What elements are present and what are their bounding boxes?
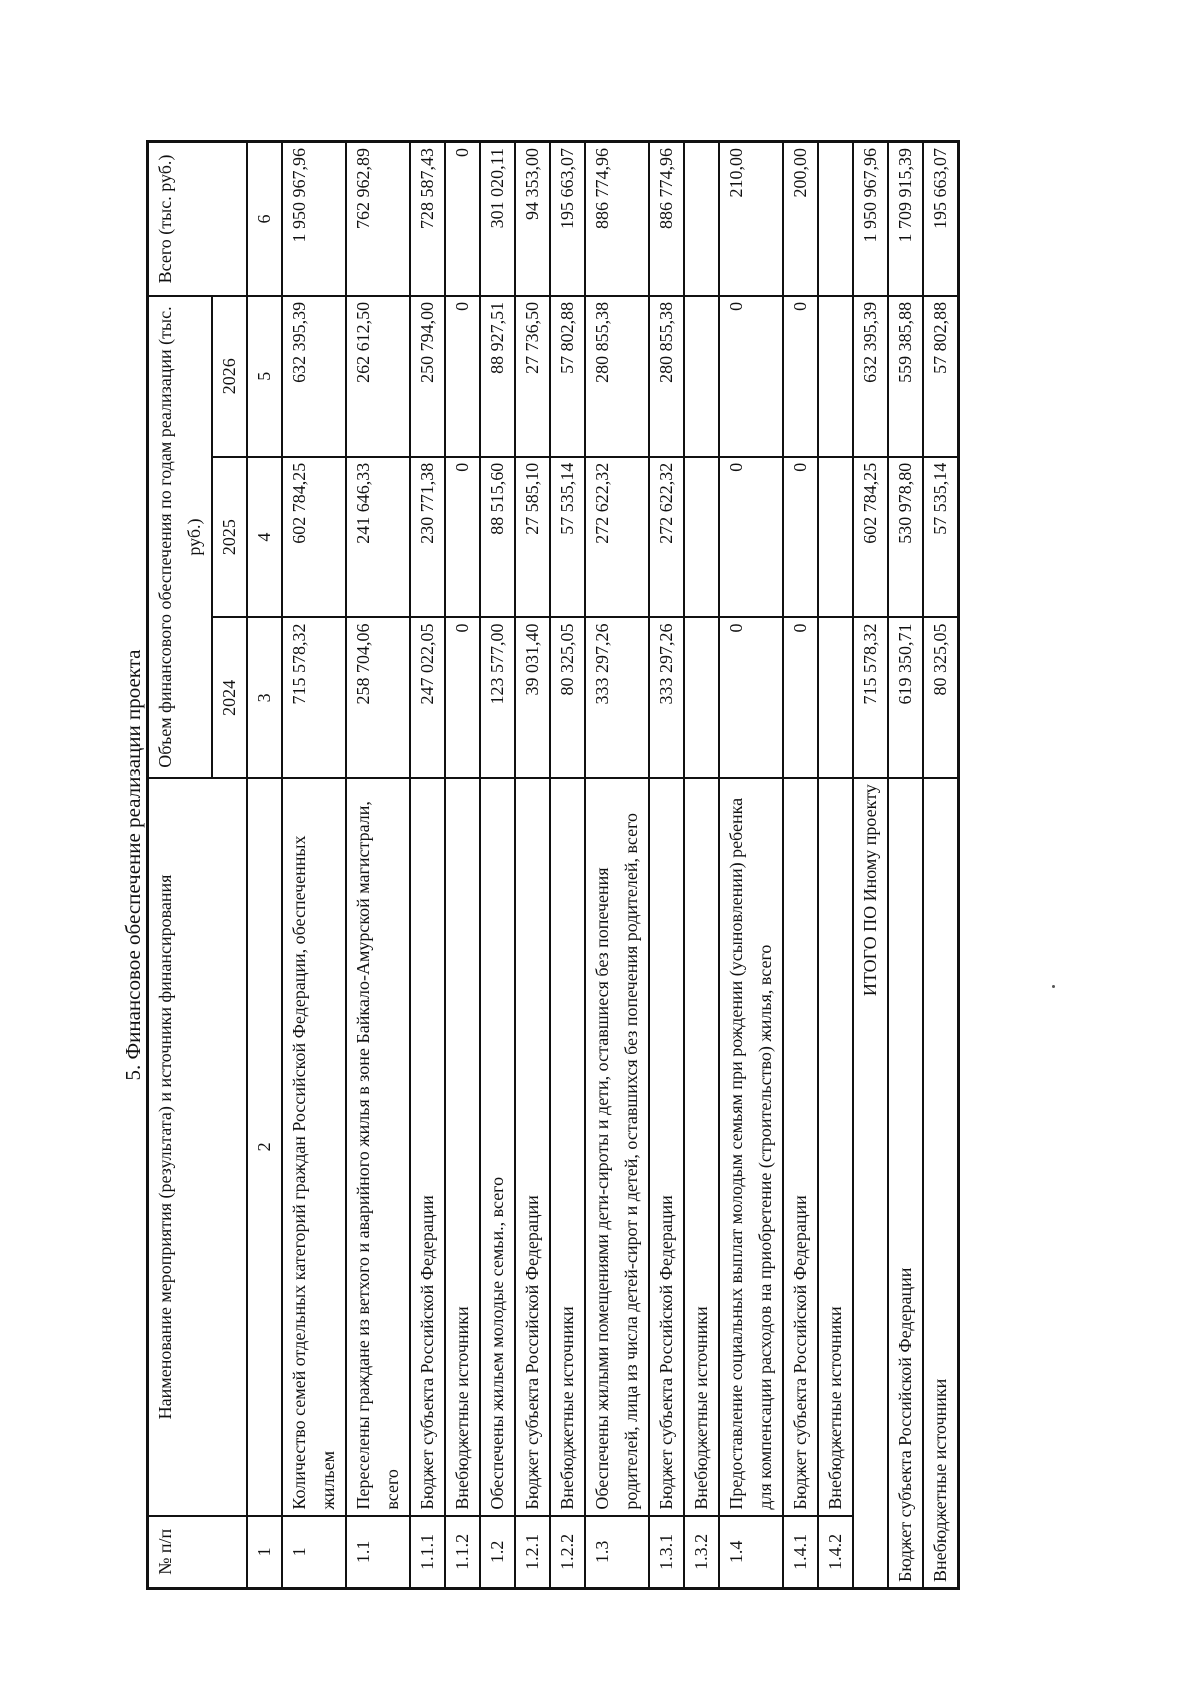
row-num: 1.2.1 [515, 1516, 550, 1589]
row-total: 301 020,11 [480, 142, 515, 296]
table-row [649, 142, 684, 1589]
row-value-2024: 715 578,32 [282, 617, 346, 778]
row-value-2024: 258 704,06 [346, 617, 410, 778]
row-value-2025: 57 535,14 [550, 457, 585, 618]
row-num: 1 [282, 1516, 346, 1589]
totals-offbudget-2026: 57 802,88 [923, 296, 959, 457]
totals-offbudget-2024: 80 325,05 [923, 617, 959, 778]
row-total: 0 [445, 142, 480, 296]
totals-value-2026: 632 395,39 [853, 296, 888, 457]
row-value-2025: 0 [445, 457, 480, 618]
column-number: 3 [247, 617, 282, 778]
row-value-2025 [818, 457, 853, 618]
row-value-2026: 280 855,38 [649, 296, 684, 457]
row-value-2025: 88 515,60 [480, 457, 515, 618]
row-num: 1.3.2 [684, 1516, 719, 1589]
row-value-2025 [684, 457, 719, 618]
row-name: Предоставление социальных выплат молодым семьям при рождении (усыновлении) ребенка для компенсации расходов на приобретение (строительство) жилья, всего [719, 778, 783, 1515]
row-num: 1.4.2 [818, 1516, 853, 1589]
row-value-2025: 241 646,33 [346, 457, 410, 618]
column-number: 6 [247, 142, 282, 296]
row-value-2024: 0 [783, 617, 818, 778]
row-num: 1.1.1 [410, 1516, 445, 1589]
row-total: 200,00 [783, 142, 818, 296]
row-name: Бюджет субъекта Российской Федерации [783, 778, 818, 1515]
row-total [818, 142, 853, 296]
row-num: 1.2 [480, 1516, 515, 1589]
header-name: Наименование мероприятия (результата) и источники финансирования [148, 778, 248, 1515]
column-numbers-row [247, 142, 282, 1589]
section-heading: 5. Финансовое обеспечение реализации проекта [121, 649, 145, 1081]
row-value-2024: 39 031,40 [515, 617, 550, 778]
row-value-2025: 0 [783, 457, 818, 618]
row-name: Внебюджетные источники [684, 778, 719, 1515]
table-row [445, 142, 480, 1589]
totals-total: 1 950 967,96 [853, 142, 888, 296]
row-value-2026: 0 [719, 296, 783, 457]
column-number: 1 [247, 1516, 282, 1589]
row-total: 1 950 967,96 [282, 142, 346, 296]
row-value-2026: 632 395,39 [282, 296, 346, 457]
totals-offbudget-label: Внебюджетные источники [923, 778, 959, 1588]
row-name: Бюджет субъекта Российской Федерации [515, 778, 550, 1515]
row-value-2025: 27 585,10 [515, 457, 550, 618]
scan-speck [1052, 985, 1055, 988]
row-num: 1.3.1 [649, 1516, 684, 1589]
row-value-2026: 262 612,50 [346, 296, 410, 457]
header-volume: Объем финансового обеспечения по годам реализации (тыс. руб.) [148, 296, 213, 778]
row-num: 1.4 [719, 1516, 783, 1589]
table-row [684, 142, 719, 1589]
header-year: 2026 [212, 296, 247, 457]
row-num: 1.3 [585, 1516, 649, 1589]
totals-offbudget-total: 195 663,07 [923, 142, 959, 296]
row-total [684, 142, 719, 296]
row-num: 1.1.2 [445, 1516, 480, 1589]
header-year: 2025 [212, 457, 247, 618]
column-number: 5 [247, 296, 282, 457]
table-row [818, 142, 853, 1589]
row-value-2025: 602 784,25 [282, 457, 346, 618]
row-value-2024: 0 [719, 617, 783, 778]
row-name: Бюджет субъекта Российской Федерации [410, 778, 445, 1515]
row-name: Количество семей отдельных категорий граждан Российской Федерации, обеспеченных жильем [282, 778, 346, 1515]
row-value-2026: 0 [783, 296, 818, 457]
row-value-2025: 272 622,32 [649, 457, 684, 618]
header-num: № п/п [148, 1516, 248, 1589]
row-value-2024: 247 022,05 [410, 617, 445, 778]
totals-budget-total: 1 709 915,39 [888, 142, 923, 296]
row-name: Внебюджетные источники [818, 778, 853, 1515]
totals-row [853, 142, 888, 1589]
totals-value-2024: 715 578,32 [853, 617, 888, 778]
row-num: 1.1 [346, 1516, 410, 1589]
row-value-2026: 250 794,00 [410, 296, 445, 457]
table-row [550, 142, 585, 1589]
row-value-2024: 123 577,00 [480, 617, 515, 778]
column-number: 4 [247, 457, 282, 618]
table-row [515, 142, 550, 1589]
row-name: Обеспечены жильем молодые семьи., всего [480, 778, 515, 1515]
row-value-2026: 280 855,38 [585, 296, 649, 457]
totals-budget-row [888, 142, 923, 1589]
row-total: 886 774,96 [585, 142, 649, 296]
table-row [719, 142, 783, 1589]
totals-value-2025: 602 784,25 [853, 457, 888, 618]
row-total: 210,00 [719, 142, 783, 296]
row-value-2026 [818, 296, 853, 457]
row-name: Бюджет субъекта Российской Федерации [649, 778, 684, 1515]
row-num: 1.2.2 [550, 1516, 585, 1589]
totals-budget-2026: 559 385,88 [888, 296, 923, 457]
row-value-2024: 0 [445, 617, 480, 778]
row-value-2024: 80 325,05 [550, 617, 585, 778]
row-total: 195 663,07 [550, 142, 585, 296]
totals-offbudget-row [923, 142, 959, 1589]
row-total: 94 353,00 [515, 142, 550, 296]
row-value-2026: 27 736,50 [515, 296, 550, 457]
row-value-2025: 272 622,32 [585, 457, 649, 618]
row-value-2026: 0 [445, 296, 480, 457]
row-value-2025: 0 [719, 457, 783, 618]
totals-offbudget-2025: 57 535,14 [923, 457, 959, 618]
row-total: 886 774,96 [649, 142, 684, 296]
table-row [282, 142, 346, 1589]
table-row [480, 142, 515, 1589]
row-value-2025: 230 771,38 [410, 457, 445, 618]
row-total: 728 587,43 [410, 142, 445, 296]
row-value-2024 [684, 617, 719, 778]
row-value-2026: 57 802,88 [550, 296, 585, 457]
row-value-2024 [818, 617, 853, 778]
row-name: Внебюджетные источники [550, 778, 585, 1515]
totals-budget-label: Бюджет субъекта Российской Федерации [888, 778, 923, 1588]
column-number: 2 [247, 778, 282, 1515]
row-name: Внебюджетные источники [445, 778, 480, 1515]
financing-table [146, 140, 960, 1590]
row-total: 762 962,89 [346, 142, 410, 296]
row-value-2026 [684, 296, 719, 457]
header-total: Всего (тыс. руб.) [148, 142, 248, 296]
rotated-page [120, 140, 1000, 1590]
row-value-2026: 88 927,51 [480, 296, 515, 457]
totals-budget-2025: 530 978,80 [888, 457, 923, 618]
totals-budget-2024: 619 350,71 [888, 617, 923, 778]
header-year: 2024 [212, 617, 247, 778]
table-row [346, 142, 410, 1589]
row-value-2024: 333 297,26 [585, 617, 649, 778]
row-name: Переселены граждане из ветхого и аварийного жилья в зоне Байкало-Амурской магистрали, всего [346, 778, 410, 1515]
table-row [410, 142, 445, 1589]
row-name: Обеспечены жилыми помещениями дети-сироты и дети, оставшиеся без попечения родителей, лица из числа детей-сирот и детей, оставшихся без попечения родителей, всего [585, 778, 649, 1515]
row-num: 1.4.1 [783, 1516, 818, 1589]
table-row [585, 142, 649, 1589]
totals-label: ИТОГО ПО Иному проекту [853, 778, 888, 1588]
header-row [148, 142, 213, 1589]
table-row [783, 142, 818, 1589]
row-value-2024: 333 297,26 [649, 617, 684, 778]
